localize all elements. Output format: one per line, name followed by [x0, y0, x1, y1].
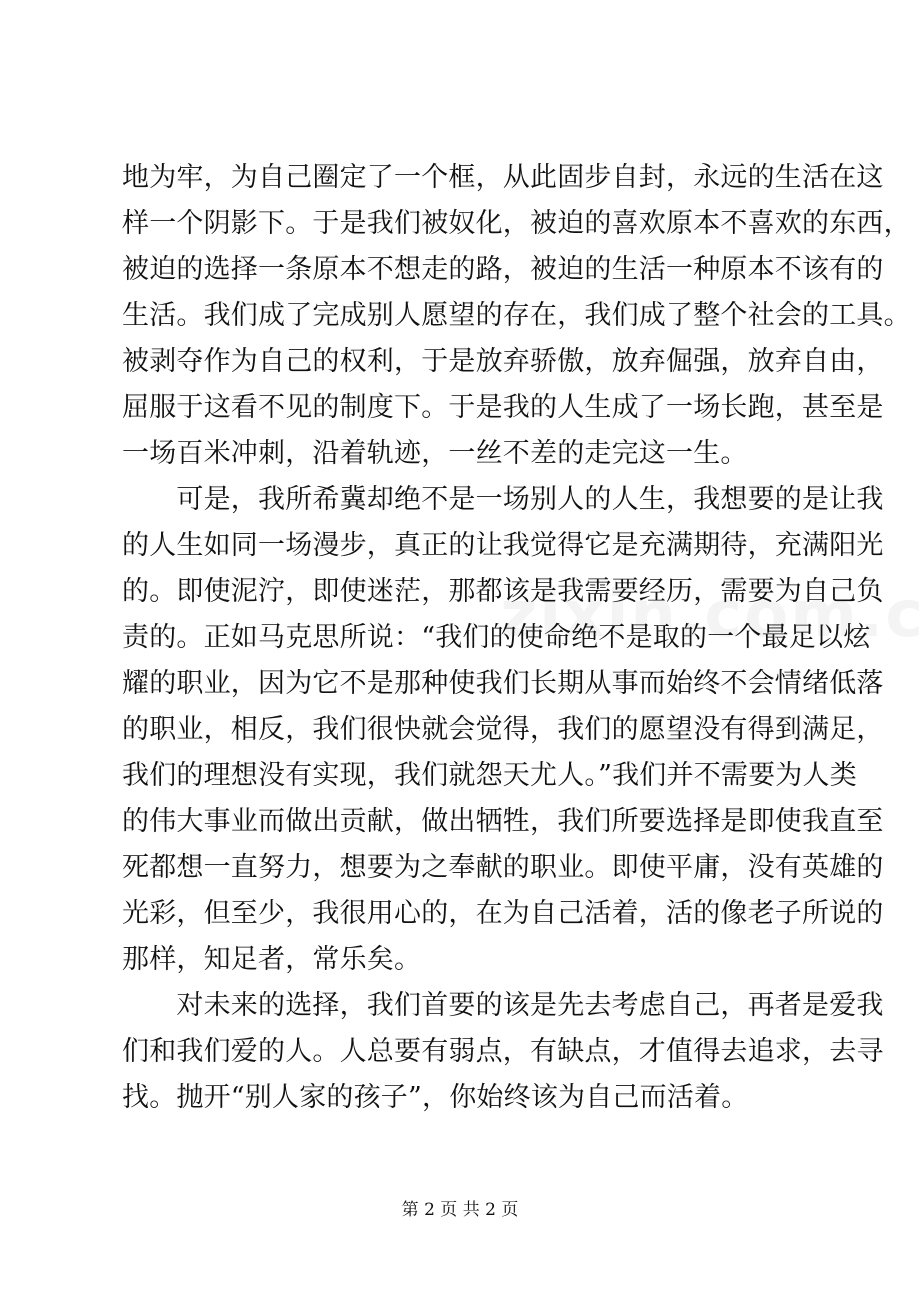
- text-line: 对未来的选择，我们首要的该是先去考虑自己，再者是爱我: [122, 990, 884, 1021]
- text-line: 们和我们爱的人。人总要有弱点，有缺点，才值得去追求，去寻: [122, 1036, 884, 1067]
- text-line: 屈服于这看不见的制度下。于是我的人生成了一场长跑，甚至是: [122, 392, 884, 423]
- text-line: 那样，知足者，常乐矣。: [122, 944, 422, 975]
- text-line: 死都想一直努力，想要为之奉献的职业。即使平庸，没有英雄的: [122, 852, 884, 883]
- text-line: 被剥夺作为自己的权利，于是放弃骄傲，放弃倔强，放弃自由，: [122, 346, 884, 377]
- text-line: 的伟大事业而做出贡献，做出牺牲，我们所要选择是即使我直至: [122, 806, 884, 837]
- text-line: 耀的职业，因为它不是那种使我们长期从事而始终不会情绪低落: [122, 668, 884, 699]
- text-line: 的职业，相反，我们很快就会觉得，我们的愿望没有得到满足，: [122, 714, 884, 745]
- text-line: 光彩，但至少，我很用心的，在为自己活着，活的像老子所说的: [122, 898, 884, 929]
- text-line: 我们的理想没有实现，我们就怨天尤人。”我们并不需要为人类: [122, 760, 857, 791]
- text-line: 的。即使泥泞，即使迷茫，那都该是我需要经历，需要为自己负: [122, 576, 884, 607]
- text-line: 可是，我所希冀却绝不是一场别人的人生，我想要的是让我: [122, 484, 884, 515]
- text-line: 一场百米冲刺，沿着轨迹，一丝不差的走完这一生。: [122, 438, 748, 469]
- text-line: 生活。我们成了完成别人愿望的存在，我们成了整个社会的工具。: [122, 300, 911, 331]
- text-line: 找。抛开“别人家的孩子”，你始终该为自己而活着。: [122, 1082, 749, 1113]
- text-line: 的人生如同一场漫步，真正的让我觉得它是充满期待，充满阳光: [122, 530, 884, 561]
- text-line: 地为牢，为自己圈定了一个框，从此固步自封，永远的生活在这: [122, 162, 884, 193]
- text-line: 责的。正如马克思所说：“我们的使命绝不是取的一个最足以炫: [122, 622, 871, 653]
- text-line: 样一个阴影下。于是我们被奴化，被迫的喜欢原本不喜欢的东西，: [122, 208, 911, 239]
- page-number-footer: 第 2 页 共 2 页: [401, 1200, 519, 1220]
- text-line: 被迫的选择一条原本不想走的路，被迫的生活一种原本不该有的: [122, 254, 884, 285]
- body-text: [122, 155, 911, 1121]
